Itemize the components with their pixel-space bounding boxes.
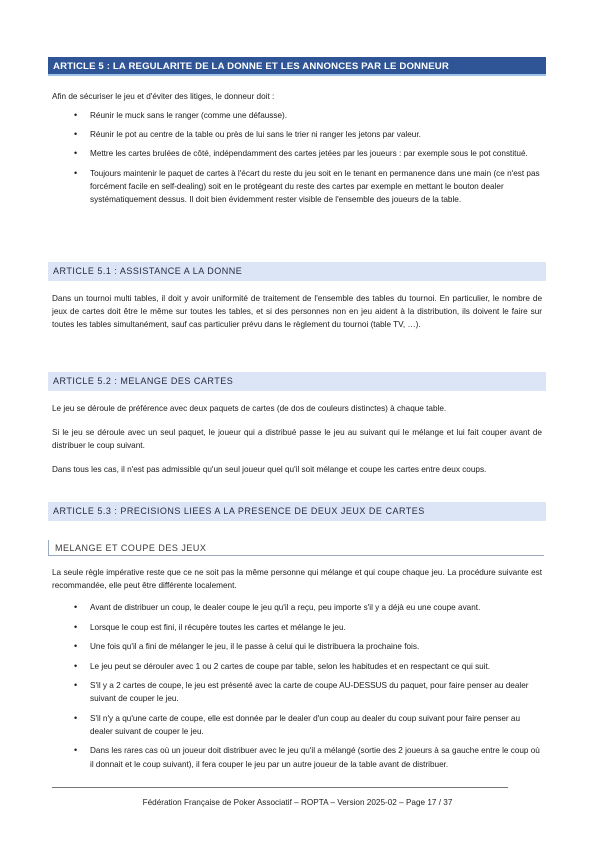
article-5-1-text: Dans un tournoi multi tables, il doit y avoir uniformité de traitement de l'ensemble des tables du tournoi. En particulier, le nombre de jeux de cartes doit être le même sur toutes les tables, et si des personnes non en jeu aident à la distribution, ils doivent le faire sur toutes les tables simultanément, sauf cas particulier prévu dans le règlement du tournoi (table TV, …). [52, 294, 542, 330]
article-5-2-heading: ARTICLE 5.2 : MELANGE DES CARTES [48, 372, 546, 391]
bullet-icon: • [74, 745, 78, 756]
bullet-icon: • [74, 167, 78, 178]
article-5-3-heading: ARTICLE 5.3 : PRECISIONS LIEES A LA PRESENCE DE DEUX JEUX DE CARTES [48, 502, 546, 521]
bullet-icon: • [74, 129, 78, 140]
list-item: • Dans les rares cas où un joueur doit distribuer avec le jeu qu'il a mélangé (sortie des 2 joueurs à sa gauche entre le coup où il donnait et le coup suivant), il fera couper le jeu par un autre joueur de la table avant de distribuer. [74, 745, 540, 769]
bullet-icon: • [74, 148, 78, 159]
article-5-1-heading: ARTICLE 5.1 : ASSISTANCE A LA DONNE [48, 262, 546, 281]
bullet-icon: • [74, 602, 78, 612]
bullet-icon: • [74, 110, 78, 120]
list-item: • Toujours maintenir le paquet de cartes à l'écart du reste du jeu soit en le tenant en permanence dans une main (ce n'est pas forcément facile en self-dealing) soit en le protégeant du reste des cartes par exemple en mettant le bouton dealer systématiquement dessus. Il doit bien évidemment rester visible de l'ensemble des joueurs de la table. [74, 167, 540, 205]
list-item: • Une fois qu'il a fini de mélanger le jeu, il le passe à celui qui le distribuera la prochaine fois. [52, 640, 542, 653]
bullet-icon: • [74, 641, 78, 651]
article-5-2-paragraph: Dans tous les cas, il n'est pas admissible qu'un seul joueur quel qu'il soit mélange et coupe les cartes entre deux coups. [52, 465, 487, 474]
bullet-icon: • [74, 712, 78, 723]
article-5-3-intro: La seule règle impérative reste que ce ne soit pas la même personne qui mélange et qui coupe chaque jeu. La procédure suivante est recommandée, elle peut être différente localement. [52, 568, 542, 591]
list-item: • S'il n'y a qu'une carte de coupe, elle est donnée par le dealer d'un coup au dealer du coup suivant pour faire penser au dealer suivant de couper le jeu. [74, 712, 521, 736]
article-5-3-subheading: MELANGE ET COUPE DES JEUX [48, 540, 544, 556]
bullet-icon: • [74, 621, 78, 632]
list-item: • Mettre les cartes brulées de côté, indépendamment des cartes jetées par les joueurs : par exemple sous le pot constitué. [52, 147, 542, 160]
page-footer: Fédération Française de Poker Associatif – ROPTA – Version 2025-02 – Page 17 / 37 [142, 798, 453, 807]
list-item: • Avant de distribuer un coup, le dealer coupe le jeu qu'il a reçu, peu importe s'il y a déjà eu une coupe avant. [52, 601, 542, 614]
article-5-2-paragraph: Si le jeu se déroule avec un seul paquet, le joueur qui a distribué passe le jeu au suivant qui le mélange et lui fait couper avant de distribuer le coup suivant. [52, 428, 542, 451]
bullet-icon: • [74, 660, 78, 671]
list-item: • Le jeu peut se dérouler avec 1 ou 2 cartes de coupe par table, selon les habitudes et en respectant ce qui suit. [52, 660, 542, 673]
list-item: • Réunir le pot au centre de la table ou près de lui sans le trier ni ranger les jetons par valeur. [52, 128, 542, 141]
article-5-intro: Afin de sécuriser le jeu et d'éviter des litiges, le donneur doit : [52, 92, 275, 101]
list-item: • Réunir le muck sans le ranger (comme une défausse). [52, 109, 542, 122]
bullet-icon: • [74, 680, 78, 690]
footer-divider [52, 787, 508, 788]
article-5-2-paragraph: Le jeu se déroule de préférence avec deux paquets de cartes (de dos de couleurs distinctes) à chaque table. [52, 404, 447, 413]
article-5-3-bullet-list [52, 601, 542, 777]
list-item: • S'il y a 2 cartes de coupe, le jeu est présenté avec la carte de coupe AU-DESSUS du paquet, pour faire penser au dealer suivant de couper le jeu. [74, 680, 529, 704]
article-5-heading: ARTICLE 5 : LA REGULARITE DE LA DONNE ET LES ANNONCES PAR LE DONNEUR [48, 57, 546, 76]
list-item: • Lorsque le coup est fini, il récupère toutes les cartes et mélange le jeu. [52, 621, 542, 634]
article-5-bullet-list [52, 109, 542, 212]
